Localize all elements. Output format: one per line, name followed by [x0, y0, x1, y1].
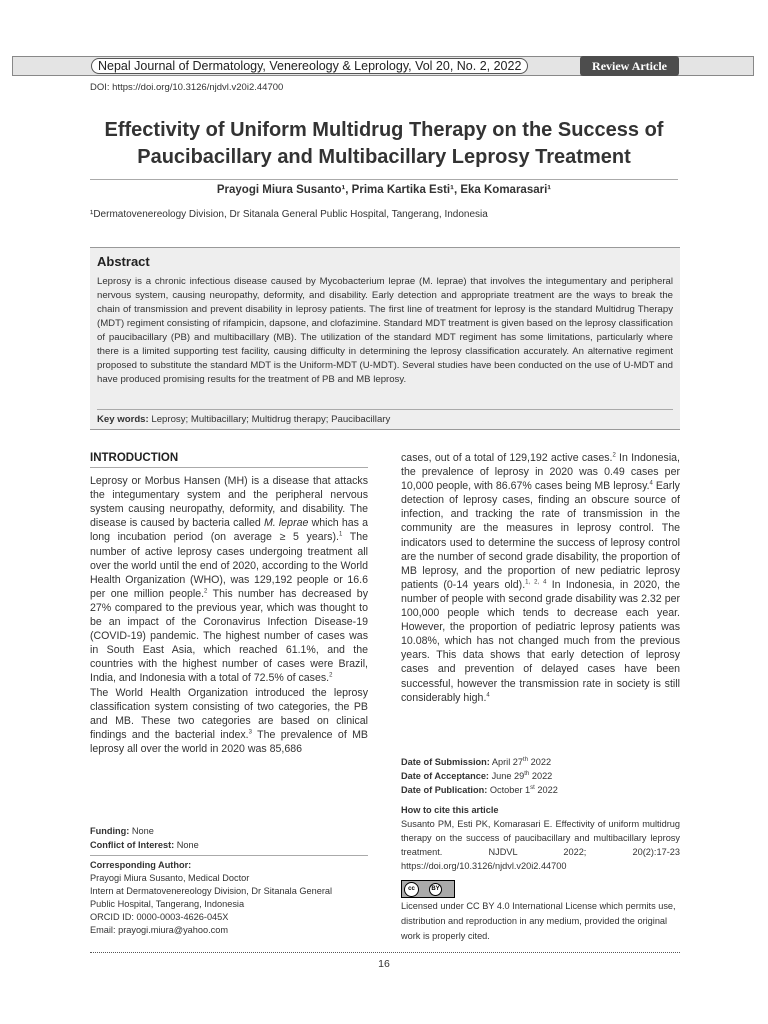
text-run: which has a long incubation period (on average ≥ 5 years).	[90, 517, 368, 544]
author-list: Prayogi Miura Susanto¹, Prima Kartika Esti¹, Eka Komarasari¹	[216, 184, 552, 196]
citation-ref[interactable]: 4	[649, 480, 653, 487]
date-value: October 1	[489, 785, 531, 795]
corresponding-divider	[90, 855, 368, 856]
corresponding-line: Intern at Dermatovenereology Division, Dr Sitanala General	[90, 886, 333, 896]
date-label: Date of Acceptance:	[401, 771, 489, 781]
introduction-heading: INTRODUCTION	[90, 451, 368, 468]
text-run: The prevalence of MB leprosy all over the world in 2020 was 85,686	[90, 728, 368, 755]
text-run: This number has decreased by 27% compared to the previous year, which was thought to be an impact of the Coronavirus Infection Disease-19 (COVID-19) pandemic. The highest number of cases was in South East Asia, which reached 61.1%, and the countries with the highest number of cases were Brazil, India, and Indonesia with a total of 72.5% of cases.	[90, 587, 368, 685]
license-text: Licensed under CC BY 4.0 International License which permits use, distribution and reproduction in any medium, provided the original work is properly cited.	[401, 901, 676, 941]
ordinal: th	[524, 770, 530, 777]
citation-ref[interactable]: 2	[204, 588, 208, 595]
date-year: 2022	[530, 757, 552, 767]
cc-icon: cc	[404, 882, 419, 897]
abstract-box	[90, 247, 680, 430]
coi-line	[90, 838, 199, 852]
article-title: Effectivity of Uniform Multidrug Therapy on the Success of Paucibacillary and Multibacillary Leprosy Treatment	[104, 119, 664, 168]
article-type-badge: Review Article	[580, 56, 679, 76]
doi-line[interactable]: DOI: https://doi.org/10.3126/njdvl.v20i2.44700	[90, 82, 284, 93]
coi-label: Conflict of Interest:	[90, 840, 175, 850]
publication-dates	[401, 755, 558, 797]
text-run: The number of active leprosy cases undergoing treatment all over the world until the end of 2020, according to the World Health Organization (WHO), was 129,192 people or 16.6 per one million people.	[90, 531, 368, 600]
citation-ref[interactable]: 4	[486, 692, 490, 699]
citation-ref[interactable]: 2	[612, 452, 616, 459]
submission-date	[401, 755, 558, 769]
intro-paragraph-1	[90, 474, 368, 685]
text-run: Early detection of leprosy cases, finding an obscure source of infection, and tracking the rate of transmission in the community are the measures in leprosy control. The indicators used to determine the success of leprosy control are the number of second grade disability, the proportion of MB leprosy, and the proportion of new pediatric leprosy patients (0-14 years old).	[401, 480, 680, 591]
journal-header-bar	[12, 56, 754, 76]
orcid-line: ORCID ID: 0000-0003-4626-045X	[90, 912, 229, 922]
affiliation: ¹Dermatovenereology Division, Dr Sitanala General Public Hospital, Tangerang, Indonesia	[90, 209, 488, 220]
keywords	[97, 409, 673, 425]
page-number: 16	[378, 958, 390, 970]
citation-box	[401, 803, 680, 873]
text-run: cases, out of a total of 129,192 active cases.	[401, 452, 613, 464]
species-name: M. leprae	[263, 517, 309, 530]
corresponding-author	[90, 859, 332, 937]
citation-heading: How to cite this article	[401, 805, 499, 815]
intro-paragraph-2	[90, 686, 368, 756]
funding-value: None	[131, 826, 154, 836]
acceptance-date	[401, 769, 558, 783]
date-year: 2022	[537, 785, 558, 795]
keywords-label: Key words:	[97, 414, 149, 425]
title-divider	[90, 179, 678, 180]
by-icon: BY	[429, 883, 442, 896]
footer-divider	[90, 952, 680, 953]
text-run: In Indonesia, the prevalence of leprosy in 2020 was 0.49 cases per 10,000 people, with 86.67% cases being MB leprosy.	[401, 452, 681, 493]
corresponding-line: Public Hospital, Tangerang, Indonesia	[90, 899, 245, 909]
citation-text: Susanto PM, Esti PK, Komarasari E. Effectivity of uniform multidrug therapy on the success of paucibacillary and multibacillary leprosy treatment. NJDVL 2022; 20(2):17-23 https://doi.org/10.3126/njdvl.v20i2.44700	[401, 819, 680, 871]
email-line[interactable]: Email: prayogi.miura@yahoo.com	[90, 925, 229, 935]
citation-ref[interactable]: 1, 2, 4	[525, 579, 547, 586]
text-run: Leprosy or Morbus Hansen (MH) is a disease that attacks the integumentary system and the peripheral nervous system causing neuropathy, deformity, and disability. The disease is caused by bacteria called	[90, 475, 368, 530]
cc-by-license-badge[interactable]	[401, 880, 455, 898]
right-column	[401, 451, 680, 705]
date-label: Date of Submission:	[401, 757, 490, 767]
intro-paragraph-3	[401, 451, 680, 705]
funding-line	[90, 824, 199, 838]
abstract-text: Leprosy is a chronic infectious disease caused by Mycobacterium leprae (M. leprae) that involves the integumentary and peripheral nervous system, causing neuropathy, deformity, and disability. Early detection and appropriate treatment are the ways to break the chain of transmission and prevent disability in leprosy patients. The first line of treatment for leprosy is the standard Multidrug Therapy (MDT) regiment consisting of rifampicin, dapsone, and clofazimine. Standard MDT treatment is given based on the leprosy classification of paucibacillary (PB) and multibacillary (MB). The utilization of the standard MDT regiment has some limitations, particularly where there is a limited supporting test facility, causing difficulty in determining the leprosy classification accurately. An alternative regiment proposed to substitute the standard MDT is the Uniform-MDT (U-MDT). Several studies have been conducted on the use of U-MDT and have produced promising results for the treatment of PB and MB leprosy.	[97, 276, 673, 385]
funding-info	[90, 824, 199, 852]
corresponding-line: Prayogi Miura Susanto, Medical Doctor	[90, 873, 250, 883]
date-value: April 27	[491, 757, 524, 767]
ordinal: th	[523, 756, 529, 763]
ordinal: st	[530, 784, 535, 791]
date-value: June 29	[491, 771, 525, 781]
citation-ref[interactable]: 3	[248, 729, 252, 736]
left-column	[90, 451, 368, 756]
citation-ref[interactable]: 2	[329, 672, 333, 679]
date-label: Date of Publication:	[401, 785, 488, 795]
text-run: In Indonesia, in 2020, the number of people with second grade disability was 2.32 per 100,000 people which tends to decrease each year. However, the proportion of pediatric leprosy patients was 10.08%, which has not changed much from the previous years. This data shows that early detection of leprosy cases and prevention of delayed cases have been successful, however the transmission rate in society is still considerably high.	[401, 578, 680, 704]
publication-date	[401, 783, 558, 797]
date-year: 2022	[531, 771, 553, 781]
funding-label: Funding:	[90, 826, 130, 836]
coi-value: None	[176, 840, 199, 850]
text-run: The World Health Organization introduced the leprosy classification system consisting of two categories, the PB and MB. These two categories are based on clinical findings and the bacterial index.	[90, 686, 368, 741]
citation-ref[interactable]: 1	[338, 531, 343, 538]
keywords-list: Leprosy; Multibacillary; Multidrug therapy; Paucibacillary	[151, 414, 391, 425]
abstract-heading: Abstract	[97, 254, 150, 269]
journal-name: Nepal Journal of Dermatology, Venereology & Leprology, Vol 20, No. 2, 2022	[91, 58, 528, 74]
corresponding-label: Corresponding Author:	[90, 860, 192, 870]
